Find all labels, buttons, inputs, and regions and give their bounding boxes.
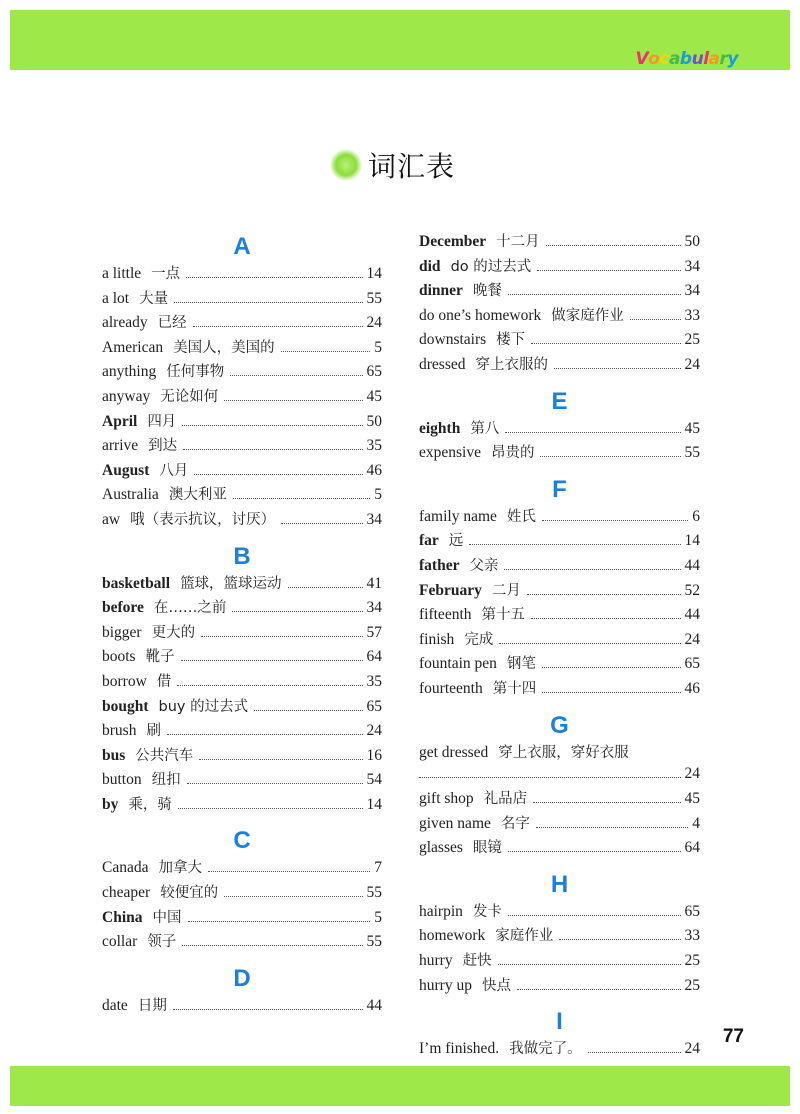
logo-letter: a: [668, 49, 680, 69]
logo-letter: u: [691, 49, 704, 69]
entry-page: 57: [366, 623, 382, 641]
section-gap: [102, 955, 382, 964]
entry-meaning: 无论如何: [160, 388, 219, 405]
logo-letter: r: [719, 49, 728, 69]
section-letter-c: C: [233, 827, 251, 855]
entry-meaning: 穿上衣服的: [475, 356, 548, 373]
entry-meaning: 乘，骑: [128, 796, 172, 813]
entry-page: 54: [366, 771, 382, 789]
entry-meaning: 更大的: [151, 624, 196, 641]
entry-word: fountain pen: [419, 655, 497, 673]
entry-page: 24: [366, 314, 382, 332]
leader-dots: [499, 643, 680, 644]
entry-word: a lot: [102, 289, 130, 307]
leader-dots: [193, 326, 363, 327]
vocab-entry: [102, 719, 382, 744]
entry-meaning: 姓氏: [506, 508, 536, 525]
section-letter-e: E: [551, 387, 568, 415]
entry-word: I’m finished.: [419, 1040, 500, 1058]
section-gap: [102, 817, 382, 826]
entry-meaning: 楼下: [496, 332, 526, 349]
entry-meaning: 已经: [157, 315, 187, 332]
vocab-entry: [102, 360, 382, 385]
entry-page: 4: [692, 814, 700, 832]
entry-word: Canada: [102, 859, 149, 877]
leader-dots: [254, 710, 362, 711]
entry-word: basketball: [102, 574, 171, 592]
vocab-entry: [102, 287, 382, 312]
entry-meaning: 较便宜的: [160, 885, 219, 902]
vocab-entry: [102, 645, 382, 670]
entry-word: by: [102, 795, 119, 813]
entry-meaning: 十二月: [496, 234, 540, 250]
entry-word: gift shop: [419, 790, 474, 808]
leader-dots: [288, 587, 363, 588]
entry-page: 14: [366, 795, 382, 813]
leader-dots: [194, 474, 362, 475]
entry-page: 55: [366, 289, 382, 307]
vocab-entry: [419, 787, 700, 812]
vocab-entry: [102, 930, 382, 955]
entry-meaning: 穿上衣服，穿好衣服: [498, 744, 629, 761]
leader-dots: [230, 375, 362, 376]
entry-page: 65: [684, 902, 700, 920]
entry-meaning: 澳大利亚: [168, 487, 227, 504]
vocab-entry: [419, 304, 700, 329]
leader-dots: [182, 425, 362, 426]
entry-word: February: [419, 581, 482, 599]
entry-meaning: 我做完了。: [509, 1041, 582, 1058]
vocab-entry: [419, 974, 700, 999]
leader-dots: [531, 618, 680, 619]
vocab-entry: [102, 744, 382, 769]
vocab-entry: [419, 628, 700, 653]
entry-page: 14: [366, 265, 382, 282]
entry-page: 33: [684, 306, 700, 324]
entry-page: 65: [366, 697, 382, 715]
leader-dots: [224, 400, 362, 401]
vocab-entry: [419, 603, 700, 628]
entry-meaning: 第十四: [492, 680, 537, 697]
entry-page: 24: [684, 630, 700, 648]
entry-meaning: 家庭作业: [495, 928, 554, 945]
entry-meaning: 第八: [470, 420, 500, 437]
vocab-entry: [102, 881, 382, 906]
vocab-entry: [419, 949, 700, 974]
entry-page: 45: [684, 419, 700, 437]
vocab-entry: [419, 328, 700, 353]
leader-dots: [173, 1009, 363, 1010]
vocab-entry: [102, 906, 382, 931]
entry-word: date: [102, 996, 128, 1014]
section-gap: [419, 378, 700, 387]
entry-page: 24: [684, 765, 700, 783]
entry-word: bus: [102, 746, 126, 764]
section-letter-f: F: [552, 475, 567, 503]
leader-dots: [588, 1052, 681, 1053]
entry-page: 65: [366, 363, 382, 381]
leader-dots: [508, 851, 681, 852]
entry-meaning: 公共汽车: [135, 747, 194, 764]
entry-page: 52: [684, 581, 700, 599]
vocab-entry: [102, 856, 382, 881]
entry-meaning: do 的过去式: [450, 258, 532, 275]
entry-meaning: 哦（表示抗议，讨厌）: [130, 511, 276, 528]
leader-dots: [174, 302, 362, 303]
vocab-entry: [419, 741, 700, 788]
entry-page: 33: [684, 927, 700, 945]
vocab-entry: [419, 279, 700, 304]
entry-word: expensive: [419, 444, 481, 462]
entry-page: 64: [366, 648, 382, 666]
entry-meaning: 礼品店: [483, 791, 528, 808]
entry-word: bought: [102, 697, 149, 715]
entry-meaning: 在……之前: [153, 600, 227, 617]
vocab-entry: [102, 621, 382, 646]
entry-page: 46: [366, 461, 382, 479]
entry-meaning: 远: [448, 533, 464, 550]
left-column: [102, 232, 382, 1018]
entry-meaning: 纽扣: [151, 772, 181, 789]
entry-meaning: 借: [156, 673, 172, 690]
entry-page: 25: [684, 952, 700, 970]
entry-page: 35: [366, 437, 382, 455]
section-letter-d: D: [233, 964, 251, 992]
entry-page: 44: [366, 996, 382, 1014]
entry-word: American: [102, 338, 164, 356]
vocab-entry: [102, 572, 382, 597]
entry-word: Australia: [102, 486, 159, 504]
section-gap: [102, 533, 382, 542]
entry-meaning: 篮球，篮球运动: [180, 575, 282, 592]
section-letter-i: I: [556, 1008, 563, 1036]
entry-page: 24: [366, 722, 382, 740]
entry-meaning: 中国: [152, 909, 182, 926]
entry-meaning: 完成: [464, 631, 494, 648]
entry-word: do one’s homework: [419, 306, 542, 324]
leader-dots: [419, 777, 681, 778]
entry-page: 34: [366, 599, 382, 617]
leader-dots: [508, 294, 681, 295]
entry-page: 45: [366, 387, 382, 405]
leader-dots: [630, 319, 681, 320]
leader-dots: [505, 432, 680, 433]
entry-word: December: [419, 233, 487, 250]
entry-meaning: 刷: [146, 723, 161, 740]
entry-page: 41: [366, 574, 382, 592]
entry-word: dressed: [419, 355, 466, 373]
entry-word: dinner: [419, 282, 463, 300]
section-gap: [419, 702, 700, 711]
section-gap: [419, 466, 700, 475]
entry-word: did: [419, 257, 441, 275]
vocab-entry: [102, 262, 382, 287]
leader-dots: [186, 277, 362, 278]
logo-letter: V: [635, 49, 649, 69]
vocab-entry: [419, 441, 700, 466]
entry-word: arrive: [102, 437, 139, 455]
entry-word: family name: [419, 507, 497, 525]
entry-meaning: buy 的过去式: [158, 698, 249, 715]
vocab-entry: [419, 677, 700, 702]
entry-page: 50: [684, 233, 700, 250]
leader-dots: [232, 611, 362, 612]
leader-dots: [527, 594, 681, 595]
entry-page: 64: [684, 839, 700, 857]
entry-page: 24: [684, 1040, 700, 1058]
leader-dots: [187, 783, 363, 784]
vocab-entry: [102, 459, 382, 484]
leader-dots: [178, 808, 363, 809]
entry-word: anything: [102, 363, 157, 381]
footer-band: [10, 1066, 790, 1106]
entry-word: far: [419, 532, 439, 550]
logo-letter: l: [703, 49, 709, 69]
leader-dots: [177, 685, 362, 686]
entry-page: 35: [366, 672, 382, 690]
entry-word: borrow: [102, 672, 147, 690]
entry-word: homework: [419, 927, 486, 945]
vocab-entry: [102, 793, 382, 818]
entry-page: 65: [684, 655, 700, 673]
entry-page: 55: [366, 884, 382, 902]
logo-letter: y: [727, 49, 738, 69]
green-dot-icon: [330, 149, 362, 181]
entry-meaning: 靴子: [145, 649, 175, 666]
entry-word: eighth: [419, 419, 461, 437]
entry-page: 55: [684, 444, 700, 462]
entry-word: get dressed: [419, 743, 489, 761]
entry-page: 45: [684, 790, 700, 808]
vocab-entry: [102, 410, 382, 435]
entry-word: before: [102, 599, 144, 617]
entry-word: given name: [419, 814, 491, 832]
section-letter-a: A: [233, 233, 251, 260]
vocab-entry: [102, 434, 382, 459]
entry-meaning: 大量: [139, 290, 169, 307]
entry-meaning: 晚餐: [472, 283, 502, 300]
vocab-entry: [419, 230, 700, 255]
vocab-entry: [419, 1037, 700, 1062]
entry-meaning: 第十五: [481, 607, 526, 624]
vocab-entry: [102, 994, 382, 1019]
vocab-entry: [102, 483, 382, 508]
entry-page: 44: [684, 556, 700, 574]
vocab-entry: [419, 554, 700, 579]
vocab-entry: [102, 385, 382, 410]
leader-dots: [167, 734, 363, 735]
leader-dots: [536, 827, 688, 828]
entry-meaning: 做家庭作业: [551, 307, 624, 324]
entry-word: China: [102, 908, 143, 926]
logo-letter: c: [659, 49, 669, 69]
vocab-entry: [419, 924, 700, 949]
section-letter-g: G: [550, 711, 569, 739]
entry-page: 5: [374, 338, 382, 356]
entry-page: 14: [684, 532, 700, 550]
leader-dots: [233, 498, 370, 499]
page-number: 77: [722, 1026, 744, 1047]
entry-meaning: 一点: [151, 266, 181, 282]
vocab-entry: [102, 336, 382, 361]
leader-dots: [546, 245, 681, 246]
leader-dots: [517, 989, 681, 990]
leader-dots: [559, 939, 680, 940]
entry-meaning: 八月: [159, 462, 189, 479]
entry-word: cheaper: [102, 884, 151, 902]
entry-page: 34: [684, 282, 700, 300]
entry-page: 25: [684, 976, 700, 994]
vocab-entry: [419, 505, 700, 530]
entry-page: 5: [374, 908, 382, 926]
entry-word: boots: [102, 648, 136, 666]
entry-word: brush: [102, 722, 137, 740]
entry-page: 16: [366, 746, 382, 764]
leader-dots: [208, 871, 370, 872]
right-column: [419, 230, 700, 1062]
entry-word: glasses: [419, 839, 463, 857]
entry-page: 24: [684, 355, 700, 373]
entry-word: bigger: [102, 623, 142, 641]
leader-dots: [183, 449, 362, 450]
leader-dots: [469, 544, 680, 545]
leader-dots: [181, 660, 363, 661]
leader-dots: [199, 759, 362, 760]
vocab-entry: [102, 311, 382, 336]
page-title: 词汇表: [368, 150, 456, 183]
entry-meaning: 美国人，美国的: [173, 339, 275, 356]
entry-page: 55: [366, 933, 382, 951]
section-gap: [419, 998, 700, 1007]
entry-meaning: 昂贵的: [490, 445, 535, 462]
leader-dots: [542, 520, 688, 521]
vocab-entry: [419, 417, 700, 442]
entry-word: already: [102, 314, 148, 332]
entry-meaning: 赶快: [462, 953, 492, 970]
leader-dots: [531, 343, 680, 344]
entry-meaning: 到达: [148, 438, 178, 455]
logo-letter: a: [708, 49, 720, 69]
entry-meaning: 领子: [147, 934, 177, 951]
section-gap: [419, 861, 700, 870]
leader-dots: [542, 667, 681, 668]
entry-word: father: [419, 556, 460, 574]
entry-word: August: [102, 461, 150, 479]
entry-word: anyway: [102, 387, 151, 405]
vocab-entry: [419, 652, 700, 677]
vocab-entry: [102, 695, 382, 720]
vocab-entry: [419, 353, 700, 378]
leader-dots: [188, 921, 371, 922]
entry-meaning: 发卡: [472, 903, 502, 920]
entry-word: fifteenth: [419, 606, 472, 624]
leader-dots: [554, 368, 681, 369]
entry-meaning: 眼镜: [472, 840, 502, 857]
entry-word: collar: [102, 933, 138, 951]
entry-word: aw: [102, 510, 121, 528]
title-block: [330, 145, 455, 185]
section-letter-b: B: [233, 542, 251, 570]
vocab-entry: [419, 529, 700, 554]
section-letter-h: H: [550, 870, 569, 898]
leader-dots: [540, 456, 680, 457]
entry-meaning: 名字: [500, 815, 530, 832]
leader-dots: [224, 896, 362, 897]
entry-meaning: 任何事物: [166, 364, 225, 381]
entry-page: 34: [366, 510, 382, 528]
entry-meaning: 钢笔: [506, 656, 536, 673]
leader-dots: [182, 945, 362, 946]
vocab-entry: [419, 812, 700, 837]
leader-dots: [281, 351, 371, 352]
entry-page: 34: [684, 257, 700, 275]
vocab-entry: [419, 900, 700, 925]
leader-dots: [542, 692, 680, 693]
entry-page: 7: [374, 859, 382, 877]
entry-word: hurry up: [419, 976, 472, 994]
vocab-entry: [102, 508, 382, 533]
entry-word: fourteenth: [419, 679, 483, 697]
leader-dots: [537, 270, 680, 271]
entry-word: hurry: [419, 952, 453, 970]
leader-dots: [533, 802, 680, 803]
vocab-entry: [419, 255, 700, 280]
entry-meaning: 加拿大: [158, 860, 202, 877]
entry-page: 25: [684, 331, 700, 349]
entry-word: downstairs: [419, 331, 487, 349]
entry-page: 44: [684, 606, 700, 624]
entry-word: April: [102, 412, 138, 430]
entry-meaning: 父亲: [469, 557, 499, 574]
leader-dots: [201, 636, 362, 637]
vocabulary-logo: [636, 49, 739, 69]
vocab-entry: [102, 670, 382, 695]
logo-letter: b: [679, 49, 692, 69]
leader-dots: [498, 964, 681, 965]
leader-dots: [508, 915, 681, 916]
leader-dots: [504, 569, 680, 570]
vocab-entry: [102, 596, 382, 621]
entry-page: 6: [692, 507, 700, 525]
entry-word: hairpin: [419, 902, 463, 920]
vocab-entry: [419, 579, 700, 604]
vocab-entry: [419, 836, 700, 861]
entry-page: 5: [374, 486, 382, 504]
leader-dots: [281, 523, 362, 524]
logo-letter: o: [648, 49, 660, 69]
entry-page: 50: [366, 412, 382, 430]
entry-meaning: 四月: [147, 413, 177, 430]
entry-word: finish: [419, 630, 455, 648]
entry-meaning: 二月: [491, 582, 521, 599]
entry-meaning: 快点: [481, 977, 511, 994]
entry-word: a little: [102, 265, 142, 282]
entry-word: button: [102, 771, 142, 789]
entry-page: 46: [684, 679, 700, 697]
entry-meaning: 日期: [137, 997, 167, 1014]
vocab-entry: [102, 768, 382, 793]
